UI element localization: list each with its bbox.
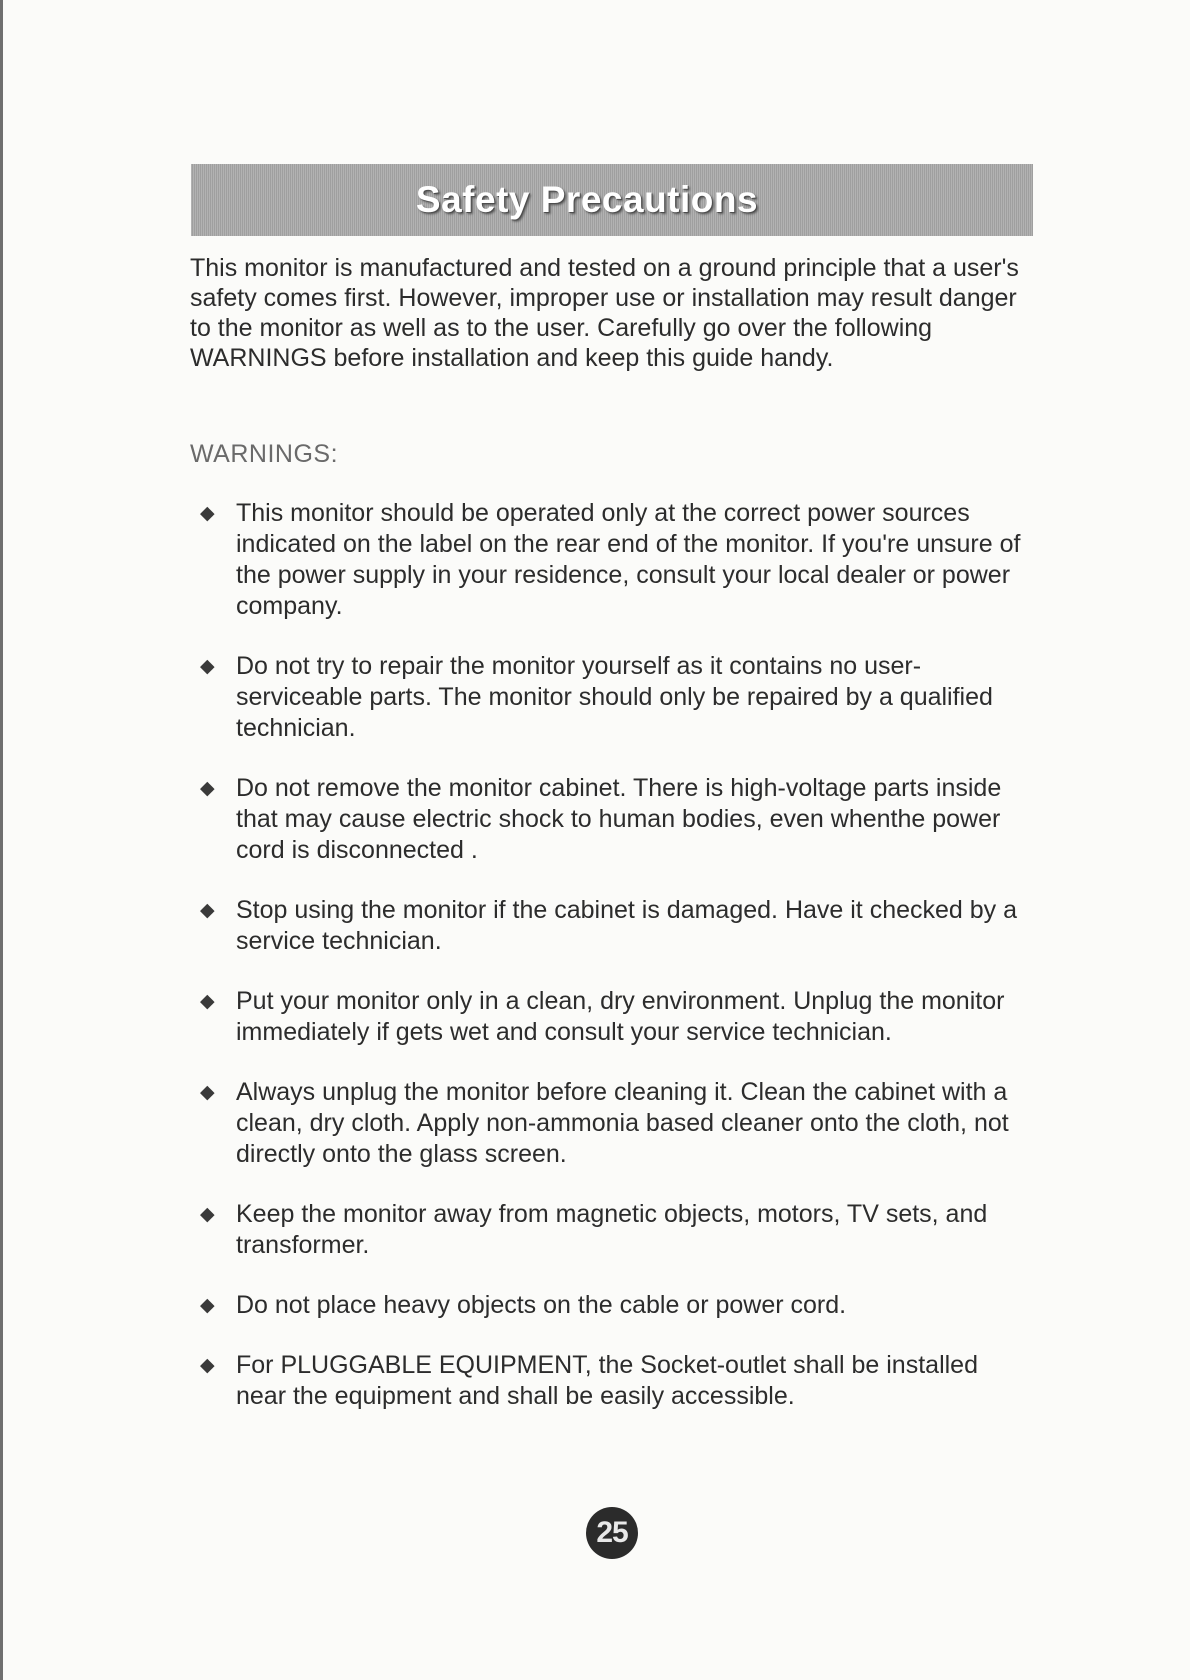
warning-text: Do not try to repair the monitor yourself as it contains no user-serviceable parts. The monitor should only be repaired by a qualified technician. [236, 652, 993, 742]
warnings-heading: WARNINGS: [190, 440, 339, 468]
warning-item [200, 498, 1030, 622]
warning-text: Stop using the monitor if the cabinet is damaged. Have it checked by a service technician. [236, 896, 1018, 955]
warning-text: Put your monitor only in a clean, dry environment. Unplug the monitor immediately if gets wet and consult your service technician. [236, 987, 1005, 1046]
diamond-bullet-icon: ◆ [200, 503, 215, 524]
warning-item [200, 1290, 1030, 1321]
warning-text: Always unplug the monitor before cleaning it. Clean the cabinet with a clean, dry cloth. Apply non-ammonia based cleaner onto the cloth, not directly onto the glass screen. [236, 1078, 1009, 1168]
warning-text: This monitor should be operated only at the correct power sources indicated on the label on the rear end of the monitor. If you're unsure of the power supply in your residence, consult your local dealer or power company. [236, 499, 1021, 620]
intro-paragraph: This monitor is manufactured and tested on a ground principle that a user's safety comes first. However, improper use or installation may result danger to the monitor as well as to the user. Carefully go over the following WARNINGS before installation and keep this guide handy. [190, 254, 1019, 372]
warning-text: For PLUGGABLE EQUIPMENT, the Socket-outlet shall be installed near the equipment and shall be easily accessible. [236, 1351, 978, 1410]
page-left-edge [0, 0, 3, 1680]
diamond-bullet-icon: ◆ [200, 991, 215, 1012]
warning-item [200, 773, 1030, 866]
diamond-bullet-icon: ◆ [200, 1355, 215, 1376]
page-title: Safety Precautions [415, 179, 759, 220]
warning-text: Keep the monitor away from magnetic objects, motors, TV sets, and transformer. [236, 1200, 988, 1259]
warnings-list [200, 498, 1030, 1441]
warning-text: Do not place heavy objects on the cable or power cord. [236, 1291, 847, 1319]
diamond-bullet-icon: ◆ [200, 1204, 215, 1225]
warning-item [200, 895, 1030, 957]
warning-item [200, 651, 1030, 744]
diamond-bullet-icon: ◆ [200, 778, 215, 799]
page-number: 25 [586, 1507, 638, 1559]
diamond-bullet-icon: ◆ [200, 1082, 215, 1103]
title-banner [191, 164, 1033, 236]
diamond-bullet-icon: ◆ [200, 1295, 215, 1316]
warning-item [200, 1199, 1030, 1261]
warning-item [200, 1077, 1030, 1170]
diamond-bullet-icon: ◆ [200, 656, 215, 677]
warning-text: Do not remove the monitor cabinet. There is high-voltage parts inside that may cause electric shock to human bodies, even whenthe power cord is disconnected . [236, 774, 1002, 864]
warning-item [200, 1350, 1030, 1412]
diamond-bullet-icon: ◆ [200, 900, 215, 921]
warning-item [200, 986, 1030, 1048]
